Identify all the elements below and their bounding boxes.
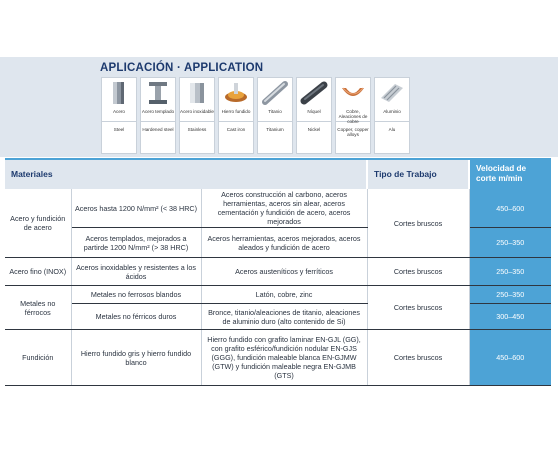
group-cell: Acero fino (INOX) bbox=[5, 258, 71, 286]
examples-cell: Bronce, titanio/aleaciones de titanio, aleaciones de aluminio duro (alto contenido de Si) bbox=[201, 304, 367, 330]
subgroup-cell: Metales no férricos duros bbox=[71, 304, 201, 330]
group-cell: Metales no férrocos bbox=[5, 286, 71, 330]
stainless-block-icon bbox=[180, 78, 214, 108]
header-work-type: Tipo de Trabajo bbox=[367, 158, 469, 189]
speed-cell: 300–450 bbox=[469, 304, 551, 330]
examples-cell: Aceros austeníticos y ferríticos bbox=[201, 258, 367, 286]
aluminium-profile-icon bbox=[375, 78, 409, 108]
material-card-titanium: Titanio Titanium bbox=[257, 77, 293, 154]
ibeam-icon bbox=[141, 78, 175, 108]
cutting-speed-table bbox=[5, 158, 551, 392]
table-top-stripe bbox=[5, 158, 551, 160]
examples-cell: Aceros construcción al carbono, aceros herramientas, aceros sin alear, aceros cementación y fundición de acero, aceros mejorados bbox=[201, 189, 367, 228]
table-row bbox=[5, 286, 551, 304]
speed-cell: 250–350 bbox=[469, 258, 551, 286]
group-cell: Fundición bbox=[5, 330, 71, 386]
examples-cell: Aceros herramientas, aceros mejorados, aceros aleados y fundición de acero bbox=[201, 228, 367, 258]
material-card-steel: Acero Steel bbox=[101, 77, 137, 154]
material-card-stainless: Acero inoxidable Stainless bbox=[179, 77, 215, 154]
copper-gutter-icon bbox=[336, 78, 370, 108]
work-type-cell: Cortes bruscos bbox=[367, 286, 469, 330]
table-row bbox=[5, 258, 551, 286]
subgroup-cell: Aceros templados, mejorados a partirde 1200 N/mm² (> 38 HRC) bbox=[71, 228, 201, 258]
header-cutting-speed: Velocidad de corte m/min bbox=[469, 158, 551, 189]
application-title: APLICACIÓN · APPLICATION bbox=[100, 62, 264, 74]
examples-cell: Latón, cobre, zinc bbox=[201, 286, 367, 304]
table-row bbox=[5, 330, 551, 386]
subgroup-cell: Hierro fundido gris y hierro fundido blanco bbox=[71, 330, 201, 386]
speed-cell: 450–600 bbox=[469, 330, 551, 386]
material-card-cast-iron: Hierro fundido Cast iron bbox=[218, 77, 254, 154]
speed-cell: 450–600 bbox=[469, 189, 551, 228]
table-row bbox=[5, 189, 551, 228]
subgroup-cell: Aceros inoxidables y resistentes a los ácidos bbox=[71, 258, 201, 286]
subgroup-cell: Aceros hasta 1200 N/mm² (< 38 HRC) bbox=[71, 189, 201, 228]
work-type-cell: Cortes bruscos bbox=[367, 258, 469, 286]
material-icons-row bbox=[101, 77, 410, 154]
header-materials: Materiales bbox=[5, 158, 367, 189]
material-card-aluminium: Aluminio Alu bbox=[374, 77, 410, 154]
speed-cell: 250–350 bbox=[469, 228, 551, 258]
steel-bar-icon bbox=[102, 78, 136, 108]
work-type-cell: Cortes bruscos bbox=[367, 189, 469, 258]
table-row bbox=[5, 304, 551, 330]
nickel-rod-icon bbox=[297, 78, 331, 108]
work-type-cell: Cortes bruscos bbox=[367, 330, 469, 386]
speed-cell: 250–350 bbox=[469, 286, 551, 304]
material-card-copper: Cobre, Aleaciones de cobre Copper, copper alloys bbox=[335, 77, 371, 154]
examples-cell: Hierro fundido con grafito laminar EN-GJL (GG), con grafito esférico/fundición nodular EN-GJS (GGG), fundición maleable blanca EN-GJMW (GTW) y fundición maleable negra EN-GJMB (GTS) bbox=[201, 330, 367, 386]
table-row bbox=[5, 228, 551, 258]
group-cell: Acero y fundición de acero bbox=[5, 189, 71, 258]
material-card-nickel: Níquel Nickel bbox=[296, 77, 332, 154]
subgroup-cell: Metales no ferrosos blandos bbox=[71, 286, 201, 304]
material-card-hardened-steel: Acero templado Hardened steel bbox=[140, 77, 176, 154]
titanium-rod-icon bbox=[258, 78, 292, 108]
cast-iron-icon bbox=[219, 78, 253, 108]
